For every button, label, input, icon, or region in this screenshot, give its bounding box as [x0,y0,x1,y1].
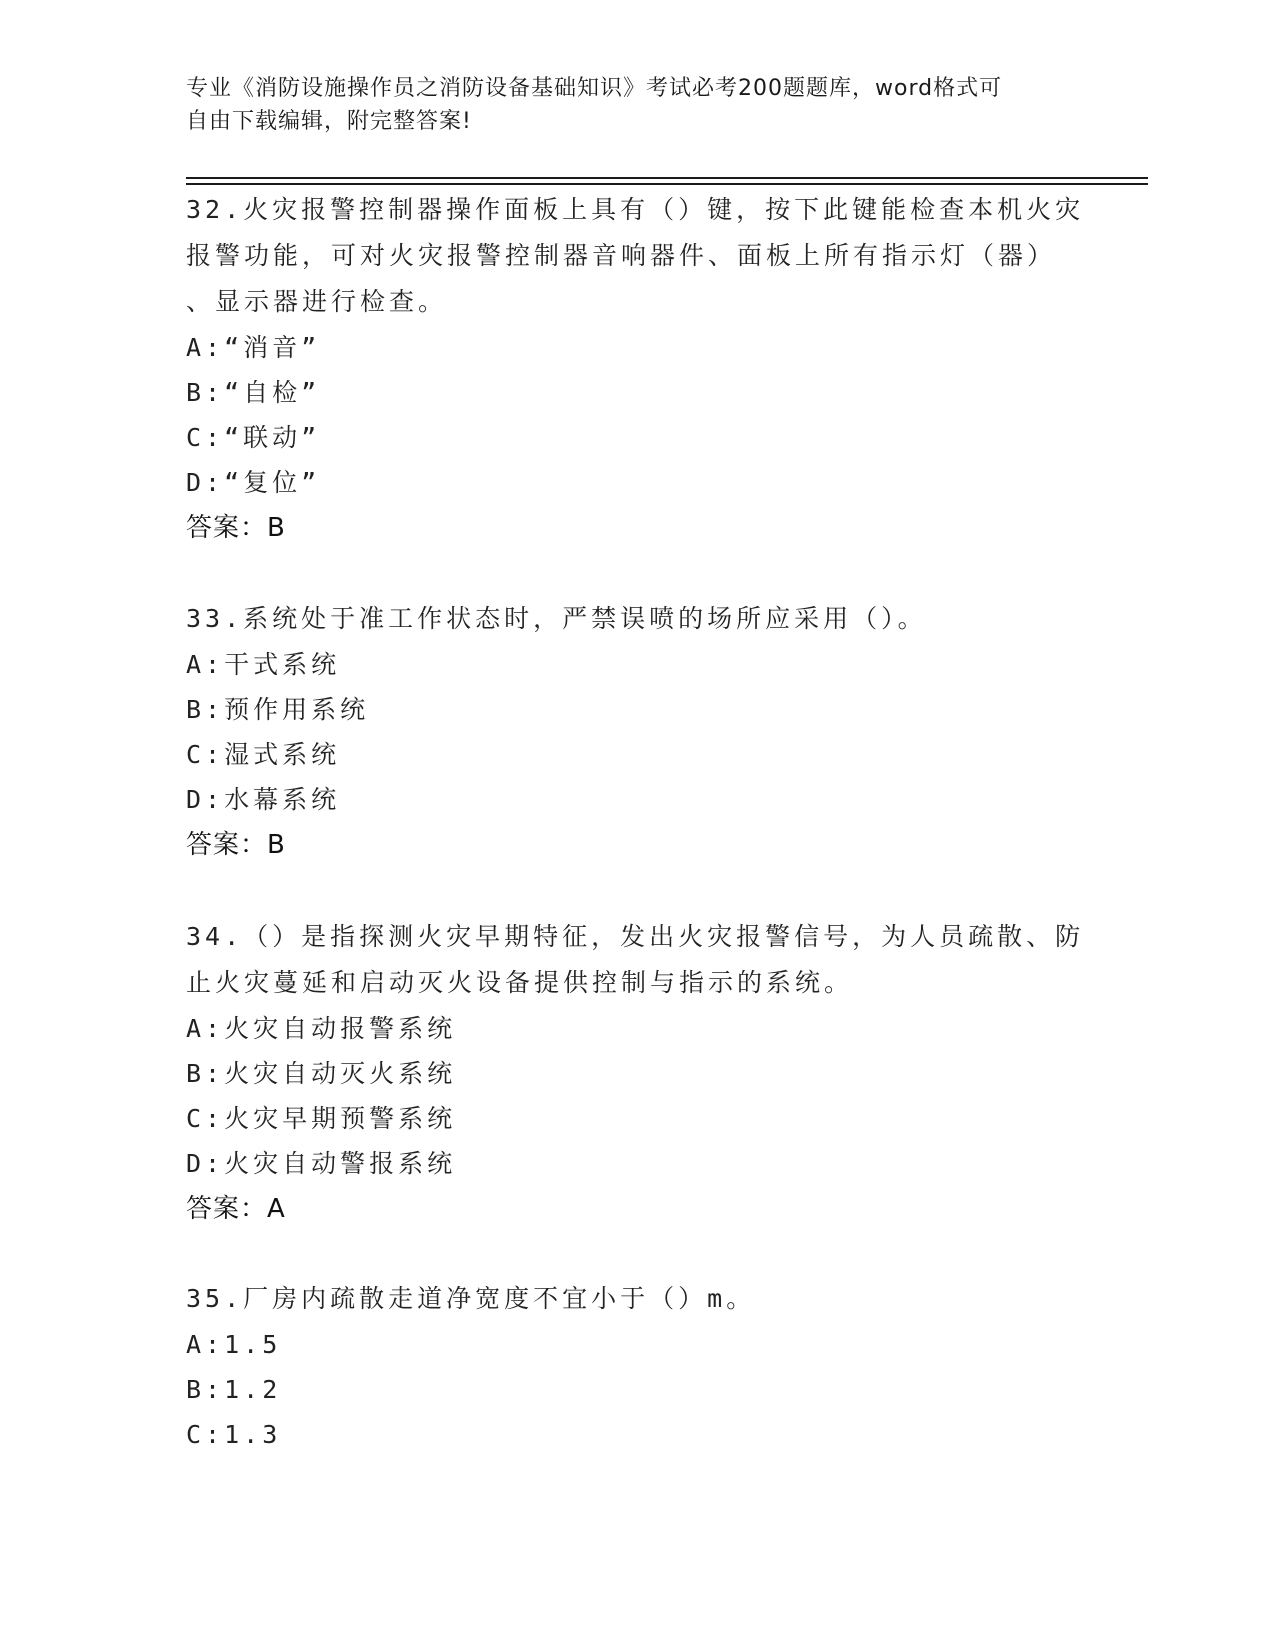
question-33 [186,596,1086,868]
option-b: B:1.2 [186,1375,282,1404]
option-c: C:1.3 [186,1420,282,1449]
option-d: D:水幕系统 [186,785,341,814]
question-stem-line: 报警功能，可对火灾报警控制器音响器件、面板上所有指示灯（器） [186,241,1057,270]
document-header [186,72,1066,138]
answer-line: 答案：B [186,830,286,860]
option-c: C:火灾早期预警系统 [186,1104,457,1133]
option-c: C:湿式系统 [186,740,341,769]
question-35 [186,1276,1086,1457]
header-divider-bottom [186,183,1148,185]
option-d: D:“复位” [186,468,321,497]
question-34 [186,914,1086,1232]
option-a: A:干式系统 [186,650,341,679]
option-c: C:“联动” [186,423,321,452]
answer-line: 答案：B [186,513,286,543]
question-stem-line: 33.系统处于准工作状态时，严禁误喷的场所应采用（）。 [186,604,927,633]
option-b: B:火灾自动灭火系统 [186,1059,457,1088]
question-stem-line: 、显示器进行检查。 [186,287,448,316]
question-stem-line: 34.（）是指探测火灾早期特征，发出火灾报警信号，为人员疏散、防 [186,922,1085,951]
header-line-1: 专业《消防设施操作员之消防设备基础知识》考试必考200题题库，word格式可 [186,76,1003,101]
option-a: A:火灾自动报警系统 [186,1014,457,1043]
option-a: A:“消音” [186,333,321,362]
option-d: D:火灾自动警报系统 [186,1149,457,1178]
option-b: B:“自检” [186,378,321,407]
option-a: A:1.5 [186,1330,282,1359]
question-stem-line: 32.火灾报警控制器操作面板上具有（）键，按下此键能检查本机火灾 [186,195,1085,224]
header-line-2: 自由下载编辑，附完整答案! [186,109,472,134]
header-divider-top [186,177,1148,179]
question-stem-line: 止火灾蔓延和启动灭火设备提供控制与指示的系统。 [186,968,854,997]
question-32 [186,187,1086,551]
option-b: B:预作用系统 [186,695,370,724]
answer-line: 答案：A [186,1194,286,1224]
question-stem-line: 35.厂房内疏散走道净宽度不宜小于（）m。 [186,1284,756,1313]
